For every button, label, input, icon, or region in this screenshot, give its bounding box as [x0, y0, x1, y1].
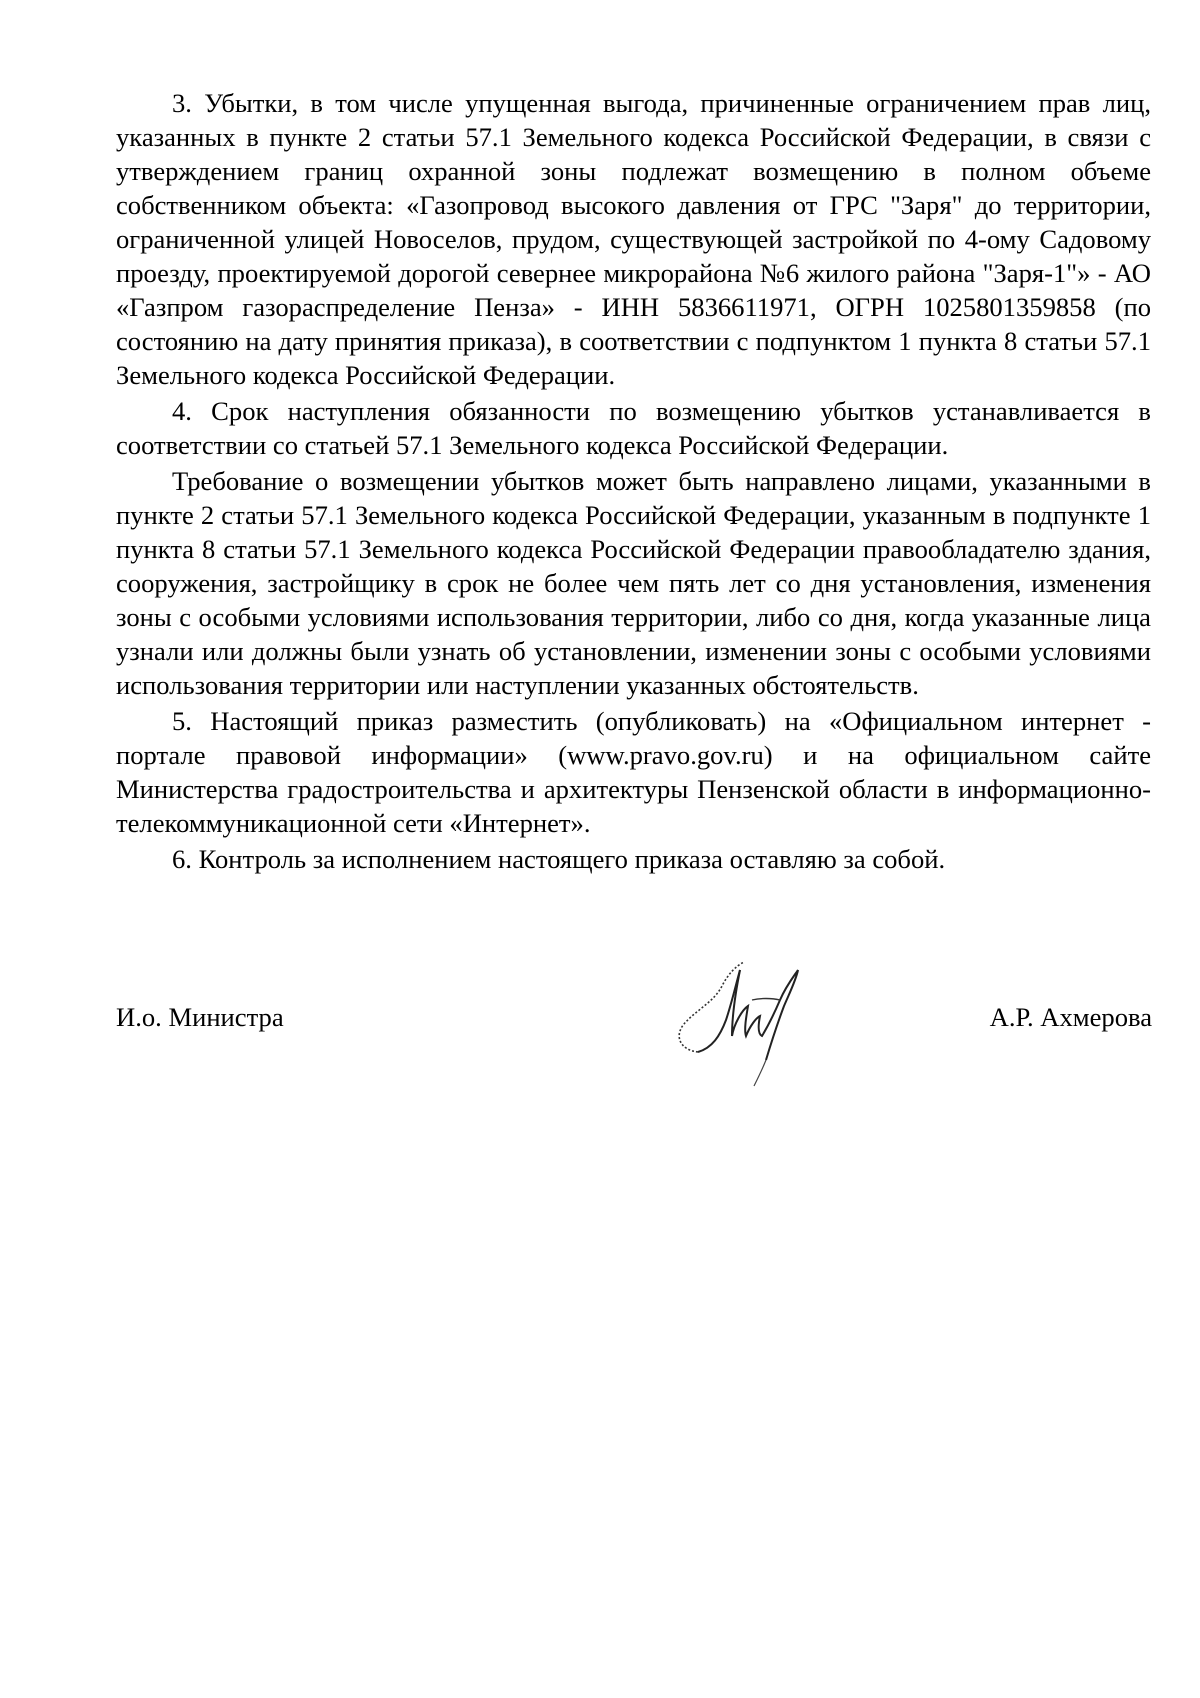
- paragraph-3-damages: 3. Убытки, в том числе упущенная выгода, причиненные ограничением прав лиц, указанных в пункте 2 статьи 57.1 Земельного кодекса Российской Федерации, в связи с утверждением границ охранной зоны подлежат возмещению в полном объеме собственником объекта: «Газопровод высокого давления от ГРС "Заря" до территории, ограниченной улицей Новоселов, прудом, существующей застройкой по 4-ому Садовому проезду, проектируемой дорогой севернее микрорайона №6 жилого района "Заря-1"» - АО «Газпром газораспределение Пенза» - ИНН 5836611971, ОГРН 1025801359858 (по состоянию на дату принятия приказа), в соответствии с подпунктом 1 пункта 8 статьи 57.1 Земельного кодекса Российской Федерации.: [116, 88, 1151, 390]
- document-body: [116, 86, 1151, 876]
- paragraph-6-control: 6. Контроль за исполнением настоящего приказа оставляю за собой.: [172, 844, 946, 874]
- paragraph-5-publication: 5. Настоящий приказ разместить (опубликовать) на «Официальном интернет - портале правовой информации» (www.pravo.gov.ru) и на официальном сайте Министерства градостроительства и архитектуры Пензенской области в информационно-телекоммуникационной сети «Интернет».: [116, 706, 1151, 838]
- signer-name: А.Р. Ахмерова: [989, 1002, 1152, 1032]
- paragraph-damages-claim: Требование о возмещении убытков может быть направлено лицами, указанными в пункте 2 статьи 57.1 Земельного кодекса Российской Федерации, указанным в подпункте 1 пункта 8 статьи 57.1 Земельного кодекса Российской Федерации правообладателю здания, сооружения, застройщику в срок не более чем пять лет со дня установления, изменения зоны с особыми условиями использования территории, либо со дня, когда указанные лица узнали или должны были узнать об установлении, изменении зоны с особыми условиями использования территории или наступлении указанных обстоятельств.: [116, 466, 1151, 700]
- paragraph-4-deadline: 4. Срок наступления обязанности по возмещению убытков устанавливается в соответствии со статьей 57.1 Земельного кодекса Российской Федерации.: [116, 396, 1151, 460]
- handwritten-signature: [640, 940, 840, 1090]
- signatory-position: И.о. Министра: [116, 1002, 284, 1032]
